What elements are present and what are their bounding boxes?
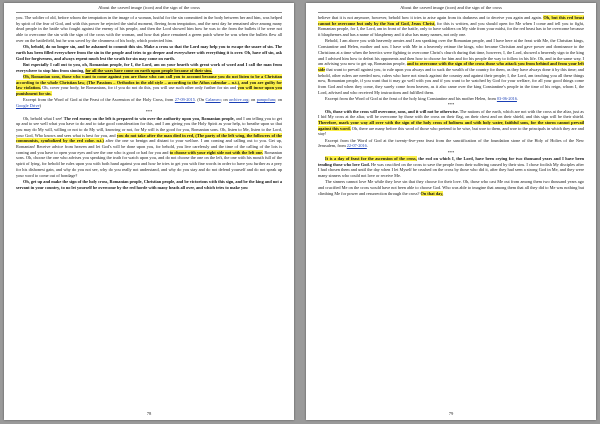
highlighted-text: for all the wars have come on earth upon people because of their sins. bbox=[85, 67, 213, 73]
text-run: believe that it is not anymore, however, behold how it tries to arise again from its darkness and to deceive you again and again. bbox=[318, 15, 544, 20]
text-run: that want to prevail against you, to rule upon you always and to suck the wealth of the country for them, as they have always done it by this time; and behold, other rulers are needed now, rulers who have not struck against the country and against their people; I, the Lord, am teaching you all these things now, Romanian people, if you want that it may go well with you and if you want to be watched by God for your welfare, for all your good things come from God and when they come, they surely come from heaven, as it also came over the king Constantine's people in the time of his reign, whom I, the Lord, advised and who received My instructions and fulfilled them. bbox=[318, 66, 584, 95]
text-run: and I am telling you to get up and to see well what you have to do and to take good consideration for this, and I am giving you the Holy Spirit as your help, to breathe upon so that you may do My will, willing or not to do My will, knowing or not, for My will is the good for you, Romanian sons. Oh, listen to Me, listen to the Lord, your God, Who knows and sees what is best for you, and bbox=[16, 115, 282, 138]
text-run: But especially I call out to you, oh, Romanian people, for I, the Lord, am on your hearth with great work of word and I call the man from everywhere to stop him from sinning, bbox=[16, 61, 282, 73]
paragraph: you. The soldier of old, before whom the temptation in the image of a woman, lustful for the sin committed in the body between her and him, was helped by spirit of the fear of God, and with this power he rejected the sinful moment, fleeing from temptation, and the next day he remained alive among many dead people in the battle who fought against the enemy of his people, and then the Lord showed him how he was to die from the bullets if he were not able to overcome the sin with the sign of the cross with the woman, and how that place remained a green patch where he was when the bullets flew all over on the battlefield, but he was saved by the cleanness of his body, which protected him. bbox=[16, 15, 282, 43]
bold-text bbox=[16, 62, 282, 73]
highlighted-text: Oh, but this red beast cannot be overcome but only by the Son of God, Jesus Christ, bbox=[318, 15, 584, 26]
bold-text: Oh, get up and make the sign of the holy cross, Romanian people, Christian people, and be victorious with this sign, and be the king and not a servant in your country, to no let yourself be overcome by the red horde with many heads all over, and which tries to make you bbox=[16, 178, 282, 190]
text-run: ; on bbox=[248, 97, 257, 103]
paragraph bbox=[318, 179, 584, 196]
paragraph bbox=[318, 38, 584, 95]
text-run: ) bbox=[39, 102, 41, 108]
text-run: for this is written, and you should open for Me when I come and tell you to fight, Romanian people, for I, the Lord, am in front of the battle, only to have soldiers on My side from your midst, for the red beast has to be overcome because it blasphemes and has a name of blasphemy and it also has many names, not only one. bbox=[318, 20, 584, 38]
text-run: The nations of the earth, which are not with the cross at the altar, just as I hid My cross at the altar, will be overcome by those with the cross on their flag, on their chest and on their shield, and this sign will be their shield. bbox=[318, 108, 584, 120]
paragraph bbox=[16, 62, 282, 73]
highlighted-text: It is a day of feast for the ascension of the cross, bbox=[325, 156, 417, 162]
bold-text: Oh, behold, do no longer sin, and be ashamed to commit this sin. Make a cross so that the Lord may help you to escape the snare of sin. The earth has been filled everywhere from the sin in the people and tries to go deeper and everywhere with everything it is over. Oh, have off sin, ask God for forgiveness, and always repent much lest the wrath for sin may come on earth. bbox=[16, 44, 282, 61]
text-run: . (On bbox=[194, 97, 206, 103]
right-page-body bbox=[318, 15, 584, 406]
section-separator: *** bbox=[145, 109, 153, 115]
paragraph bbox=[16, 179, 282, 190]
text-run: ; on bbox=[275, 97, 282, 103]
bold-text: The red enemy on the left is prepared to win over the authority upon you, Romanian people, bbox=[63, 115, 235, 121]
bold-text: the rod on which I, the Lord, have been crying for two thousand years and I have been tending those who love God. bbox=[318, 156, 584, 167]
date-link[interactable]: 03-06-2016 bbox=[496, 96, 517, 102]
highlighted-text: Therefore, mark your way all over with the sign of the holy cross of holiness and with holy water, faithful sons, for the storm cannot prevail against this word. bbox=[318, 120, 584, 131]
text-run: Excerpt from the Word of God at the feast of the holy king Constantine and his mother Helen, from bbox=[325, 96, 497, 102]
text-run: . bbox=[366, 143, 368, 149]
google-drive-link[interactable]: Google Drive bbox=[16, 102, 40, 108]
highlighted-text: On that day, bbox=[420, 190, 444, 196]
date-link[interactable]: 27-09-2015 bbox=[174, 97, 195, 103]
calameo-link[interactable]: Calameo bbox=[205, 97, 221, 103]
paragraph bbox=[16, 44, 282, 61]
text-run: Excerpt from the Word of God at the Feast of the Ascension of the Holy Cross, from bbox=[23, 97, 175, 103]
highlighted-text: and to overcome with the sign of the cross those who attack you from behind and from your left side bbox=[318, 61, 584, 72]
left-page bbox=[4, 3, 294, 420]
bold-text: you do not take after the man died in red, (The party of the left wing, the followers of the communists, symbolized by the red color. n.t.) bbox=[16, 132, 282, 144]
pampolum-link[interactable]: pampolum bbox=[256, 97, 276, 103]
page-header: About the carved image (icon) and the sign of the cross bbox=[400, 5, 502, 10]
paragraph bbox=[318, 109, 584, 138]
source-paragraph bbox=[16, 97, 282, 108]
section-separator: *** bbox=[447, 102, 455, 108]
header-rule bbox=[318, 12, 584, 13]
page-number: 79 bbox=[448, 411, 454, 416]
text-run: The sinners cannot love Me while they love sin that they choose for their love. Oh, those who cast Me out from among them two thousand years ago and crucified Me on the cross would have not been able to choose God. Who was able to imagine that among them that all they did to Me was nothing but climbing Me for power and resurrection through the cross? bbox=[318, 179, 584, 196]
source-paragraph bbox=[318, 96, 584, 102]
page-header: About the carved image (icon) and the sign of the cross bbox=[98, 5, 200, 10]
page-number: 78 bbox=[146, 411, 152, 416]
paragraph bbox=[318, 156, 584, 179]
highlighted-text: you will incur upon you punishment for sin. bbox=[16, 85, 282, 96]
date-link[interactable]: 22-07-2016 bbox=[346, 143, 367, 149]
text-run: Excerpt from the Word of God at the twenty-five-year feast from the sanctification of the foundation stone of the Holy of Holies of the New Jerusalem, from bbox=[318, 137, 584, 149]
archive-link[interactable]: archive.org bbox=[229, 97, 249, 103]
text-run: Behold, I am above you with heavenly armies and I am speaking over the Romanian people, and I have here at the feast with Me, the Christian kings, Constantine and Helen, mother and son. I have with Me in a heavenly retinue the kings, who became Christian and gave power and dominance to the Christians at a time when the heretics were fighting to overcome Christ's church during that time, however, I, the Lord, showed a heavenly sign to the king and I advised him how to defeat his opponents and then how to choose for him and for his people the way to follow in his life. Oh, and in the same way, I am advising you now to get up, Romanian people, bbox=[318, 38, 584, 67]
text-run: ; on bbox=[220, 97, 230, 103]
text-run: Romanian sons. Oh, choose the one who advises you speaking the truth for watch upon you, and do not choose the one on the left, the one with his mouth full of the spirit of lying, for behold he rules upon you with both hand against you and how he tries to get you with fine words in order to have you further as a prey for his dishonest gain, and why do you not see, why do you really not understand, and why do you stay and do not defend yourself and do not speak up your word to come out of bondage? bbox=[16, 149, 282, 178]
left-page-body bbox=[16, 15, 282, 406]
text-run: He was crucified on the cross to save the people from their suffering caused by their sins. I chose foolish My disciples after I had chosen them and until the day when I let Myself be crushed on the cross by those who did it, after they had seen a strong God in Me, and they were many sinners who could not love or receive Me. bbox=[318, 161, 584, 179]
text-run: . bbox=[516, 96, 519, 102]
text-run: Oh, there are many before this word of those who pretend to be wise, but woe to them, and woe to the principals in which they are and stay! bbox=[318, 125, 584, 137]
bold-text: Oh, those with the cross will overcome, sons, and it will not be otherwise. bbox=[325, 108, 459, 114]
text-run: Oh, cover your body, be Romanians, for if you do not do this, you will use such other only further for sin and bbox=[40, 85, 238, 91]
paragraph bbox=[318, 15, 584, 38]
source-paragraph bbox=[318, 138, 584, 149]
paragraph bbox=[16, 74, 282, 97]
highlighted-text: to choose with your right side not with the left one. bbox=[169, 149, 264, 155]
text-run: after the one so benign and distant to your welfare. I am coming and calling out to you. Get up, Romanian! Receive advice from heaven and let God's will be done upon you, for behold, you live carelessly and the time of the calling of the lots is coming and you have to open your eyes and see the one who is good or bad for you and bbox=[16, 138, 282, 155]
highlighted-text: Oh, Romanian sons, those who want to come against you are those who can call you to account because you do not listen to be a Christian according to the whole Christian law, (The Passions – Orthodox in the old style – according to the Athos calendar – n.t.), and you are guilty for law violation. bbox=[16, 73, 282, 91]
paragraph bbox=[16, 116, 282, 179]
right-page bbox=[306, 3, 596, 420]
text-run: Oh, behold what I see! bbox=[23, 115, 64, 121]
header-rule bbox=[16, 12, 282, 13]
section-separator: *** bbox=[447, 149, 455, 155]
